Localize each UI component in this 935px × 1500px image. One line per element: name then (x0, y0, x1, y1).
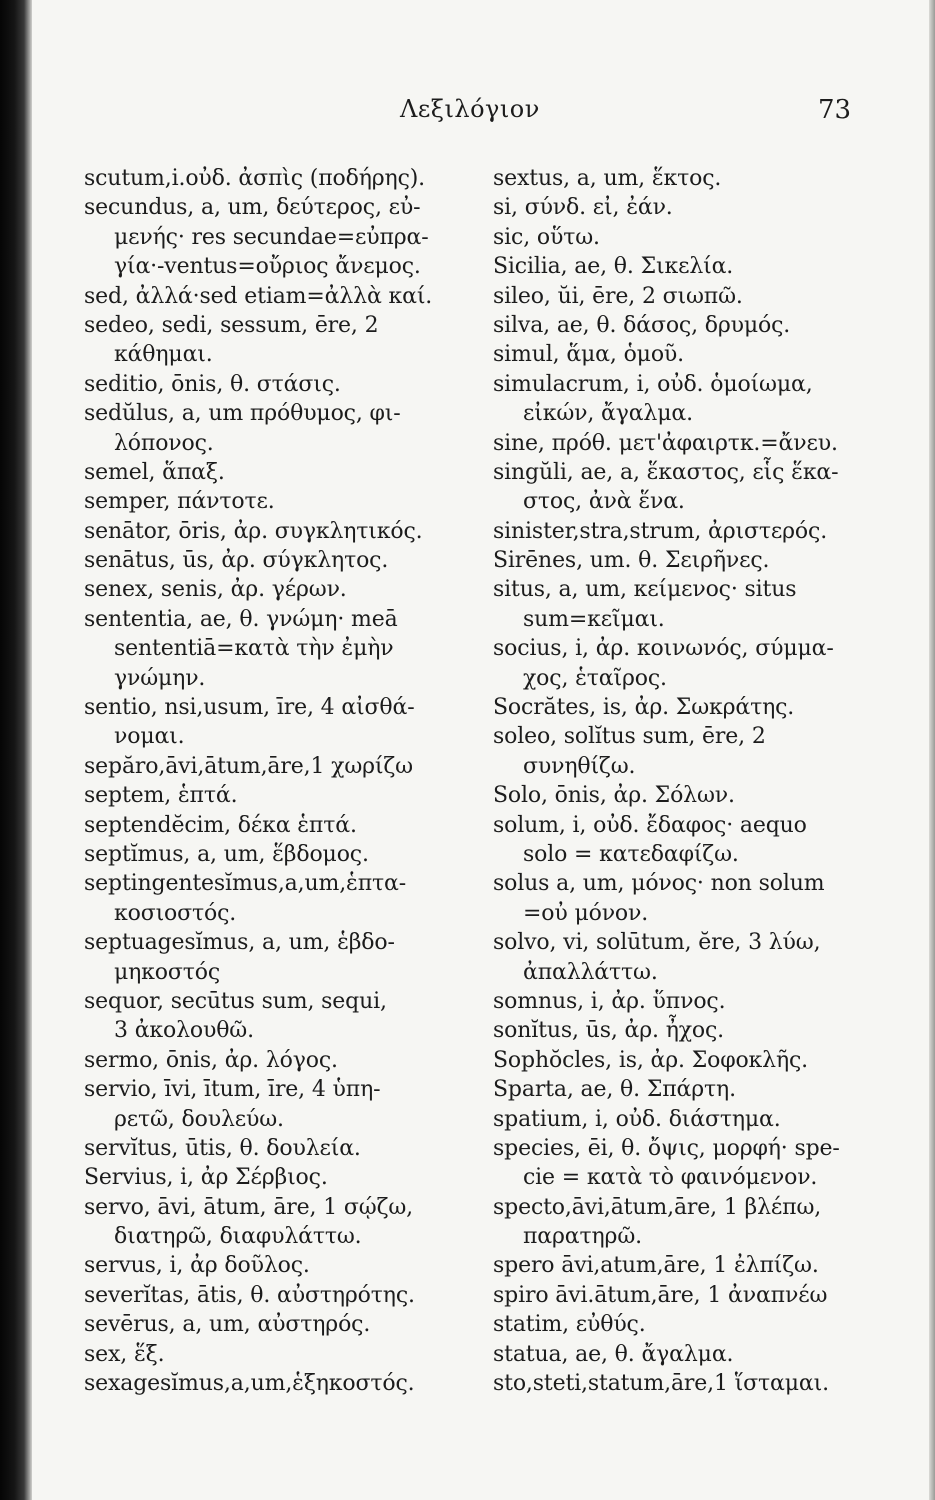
glossary-line: διατηρῶ, διαφυλάττω. (114, 1224, 362, 1250)
glossary-line: secundus, a, um, δεύτερος, εὐ- (84, 195, 421, 221)
page-edge (929, 0, 935, 1500)
glossary-line: sentio, nsi,usum, īre, 4 αἰσθά- (84, 695, 415, 721)
glossary-line: sextus, a, um, ἕκτος. (493, 166, 722, 191)
glossary-line: μενής· res secundae=εὐπρα- (114, 224, 429, 250)
glossary-line: solvo, vi, solūtum, ĕre, 3 λύω, (493, 930, 821, 956)
glossary-line: semel, ἅπαξ. (84, 459, 225, 485)
glossary-line: στος, ἀνὰ ἕνα. (523, 489, 685, 515)
glossary-line: sinister,stra,strum, ἀριστερός. (493, 518, 828, 544)
glossary-line: spiro āvi.ātum,āre, 1 ἀναπνέω (493, 1282, 828, 1308)
glossary-line: Sparta, ae, θ. Σπάρτη. (493, 1077, 736, 1103)
glossary-line: situs, a, um, κείμενος· situs (493, 577, 797, 603)
glossary-line: sto,steti,statum,āre,1 ἵσταμαι. (493, 1371, 829, 1397)
glossary-line: septuagesĭmus, a, um, ἑβδο- (84, 930, 395, 956)
glossary-line: seditio, ōnis, θ. στάσις. (84, 371, 341, 397)
glossary-line: statim, εὐθύς. (493, 1312, 646, 1338)
book-binding-shadow (0, 0, 32, 1500)
glossary-line: sententia, ae, θ. γνώμη· meā (84, 606, 398, 632)
right-column (493, 164, 878, 1398)
glossary-line: septĭmus, a, um, ἕβδομος. (84, 841, 369, 867)
glossary-line: sedeo, sedi, sessum, ēre, 2 (84, 312, 379, 338)
glossary-line: sermo, ōnis, ἀρ. λόγος. (84, 1047, 338, 1073)
page-header (0, 95, 935, 135)
page-number: 73 (818, 95, 852, 125)
running-title: Λεξιλόγιον (400, 95, 540, 123)
glossary-line: singŭli, ae, a, ἕκαστος, εἷς ἕκα- (493, 459, 839, 485)
glossary-line: sileo, ŭi, ēre, 2 σιωπῶ. (493, 283, 743, 309)
glossary-line: senātus, ūs, ἀρ. σύγκλητος. (84, 548, 389, 574)
glossary-line: Socrătes, is, ἀρ. Σωκράτης. (493, 695, 795, 721)
glossary-line: sex, ἕξ. (84, 1341, 165, 1367)
glossary-line: συνηθίζω. (523, 753, 636, 779)
glossary-line: sedŭlus, a, um πρόθυμος, φι- (84, 401, 401, 427)
glossary-line: sum=κεῖμαι. (523, 606, 665, 632)
glossary-line: soleo, solĭtus sum, ēre, 2 (493, 724, 766, 750)
glossary-line: κοσιοστός. (114, 900, 237, 926)
glossary-line: γία·-ventus=οὔριος ἄνεμος. (114, 254, 421, 280)
glossary-line: Sirēnes, um. θ. Σειρῆνες. (493, 548, 770, 574)
glossary-line: cie = κατὰ τὸ φαινόμενον. (523, 1165, 818, 1191)
glossary-line: severĭtas, ātis, θ. αὐστηρότης. (84, 1282, 415, 1308)
glossary-line: statua, ae, θ. ἄγαλμα. (493, 1341, 734, 1367)
glossary-line: solum, i, οὐδ. ἔδαφος· aequo (493, 812, 807, 838)
glossary-line: εἰκών, ἄγαλμα. (523, 401, 693, 427)
glossary-line: scutum,i.οὐδ. ἀσπὶς (ποδήρης). (84, 166, 426, 191)
glossary-line: servĭtus, ūtis, θ. δουλεία. (84, 1135, 361, 1161)
glossary-line: simulacrum, i, οὐδ. ὁμοίωμα, (493, 371, 813, 397)
glossary-line: ἀπαλλάττω. (523, 959, 658, 985)
glossary-line: simul, ἅμα, ὁμοῦ. (493, 342, 684, 368)
glossary-line: Solo, ōnis, ἀρ. Σόλων. (493, 783, 735, 809)
glossary-line: Servius, i, ἀρ Σέρβιος. (84, 1165, 328, 1191)
glossary-line: septem, ἑπτά. (84, 783, 238, 809)
glossary-line: 3 ἀκολουθῶ. (114, 1018, 254, 1044)
glossary-line: ρετῶ, δουλεύω. (114, 1106, 284, 1132)
glossary-line: νομαι. (114, 724, 185, 750)
glossary-line: solus a, um, μόνος· non solum (493, 871, 825, 897)
glossary-line: septingentesĭmus,a,um,ἑπτα- (84, 871, 407, 897)
glossary-line: spero āvi,atum,āre, 1 ἐλπίζω. (493, 1253, 819, 1279)
glossary-line: sonĭtus, ūs, ἀρ. ἦχος. (493, 1018, 725, 1044)
glossary-line: species, ēi, θ. ὄψις, μορφή· spe- (493, 1135, 840, 1161)
glossary-line: κάθημαι. (114, 342, 213, 368)
glossary-line: silva, ae, θ. δάσος, δρυμός. (493, 312, 791, 338)
glossary-line: senātor, ōris, ἀρ. συγκλητικός. (84, 518, 423, 544)
glossary-line: socius, i, ἀρ. κοινωνός, σύμμα- (493, 636, 834, 662)
glossary-line: sexagesĭmus,a,um,ἑξηκοστός. (84, 1371, 415, 1397)
glossary-line: servus, i, ἀρ δοῦλος. (84, 1253, 310, 1279)
glossary-line: χος, ἑταῖρος. (523, 665, 667, 691)
glossary-line: Sophŏcles, is, ἀρ. Σοφοκλῆς. (493, 1047, 808, 1073)
glossary-line: semper, πάντοτε. (84, 489, 275, 515)
glossary-line: sequor, secūtus sum, sequi, (84, 988, 387, 1014)
glossary-line: λόπονος. (114, 430, 214, 456)
glossary-line: sine, πρόθ. μετ'ἀφαιρτκ.=ἄνευ. (493, 430, 838, 456)
left-column (84, 164, 469, 1398)
glossary-line: sepăro,āvi,ātum,āre,1 χωρίζω (84, 753, 413, 779)
glossary-line: si, σύνδ. εἰ, ἐάν. (493, 195, 673, 221)
glossary-line: =οὐ μόνον. (523, 900, 649, 926)
glossary-line: sententiā=κατὰ τὴν ἐμὴν (114, 636, 394, 662)
glossary-line: sic, οὕτω. (493, 224, 600, 250)
glossary-line: servo, āvi, ātum, āre, 1 σῴζω, (84, 1194, 413, 1220)
glossary-line: sevērus, a, um, αὐστηρός. (84, 1312, 371, 1338)
glossary-line: servio, īvi, ītum, īre, 4 ὑπη- (84, 1077, 381, 1103)
glossary-line: septendĕcim, δέκα ἑπτά. (84, 812, 357, 838)
glossary-line: μηκοστός (114, 959, 221, 985)
glossary-line: somnus, i, ἀρ. ὕπνος. (493, 988, 726, 1014)
glossary-line: specto,āvi,ātum,āre, 1 βλέπω, (493, 1194, 822, 1220)
glossary-line: παρατηρῶ. (523, 1224, 642, 1250)
glossary-line: solo = κατεδαφίζω. (523, 841, 739, 867)
glossary-line: Sicilia, ae, θ. Σικελία. (493, 254, 734, 280)
glossary-line: senex, senis, ἀρ. γέρων. (84, 577, 347, 603)
glossary-line: spatium, i, οὐδ. διάστημα. (493, 1106, 781, 1132)
glossary-line: γνώμην. (114, 665, 206, 691)
glossary-line: sed, ἀλλά·sed etiam=ἀλλὰ καί. (84, 283, 433, 309)
